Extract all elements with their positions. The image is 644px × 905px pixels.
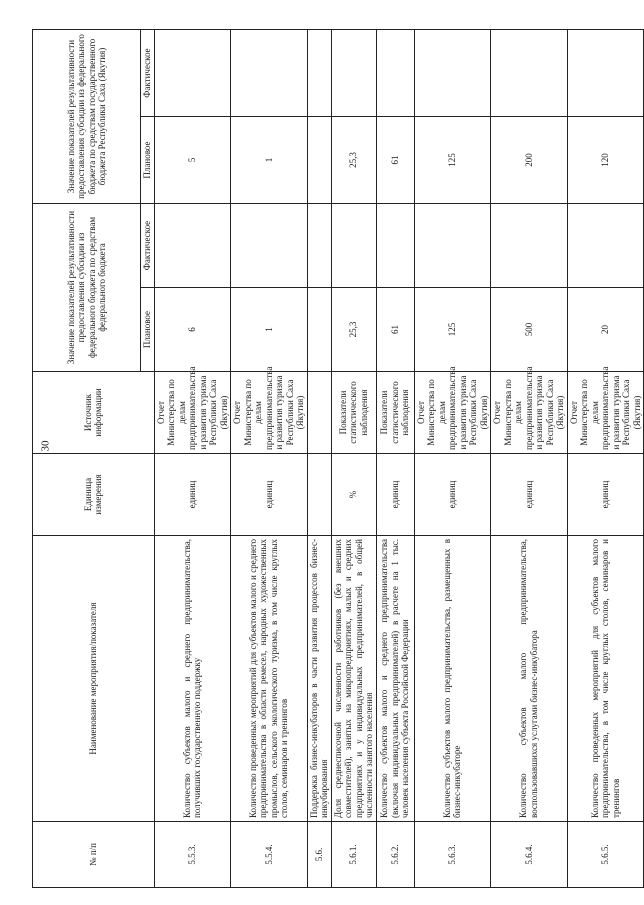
row-source: Отчет Министерства по делам предпринимательства и развития туризма Республики Саха (Якутия) <box>154 372 231 454</box>
header-fed-actual: Фактическое <box>141 204 155 288</box>
header-fed-planned: Плановое <box>141 288 155 372</box>
row-rs-planned: 200 <box>491 117 568 204</box>
row-unit: единиц <box>414 454 491 536</box>
row-unit: единиц <box>154 454 231 536</box>
header-name: Наименование мероприятия/показателя <box>33 536 155 822</box>
header-unit: Единица измерения <box>33 454 155 536</box>
header-rs-planned: Плановое <box>141 117 155 204</box>
row-source: Отчет Министерства по делам предпринимательства и развития туризма Республики Саха (Якутия) <box>567 372 644 454</box>
row-rs-actual <box>307 29 331 116</box>
row-rs-actual <box>154 29 231 116</box>
row-name: Количество проведенных мероприятий для субъектов малого предпринимательства, в том числе круглых столов, семинаров и тренингов <box>567 536 644 822</box>
row-num: 5.5.3. <box>154 822 231 888</box>
row-fed-planned: 125 <box>414 288 491 372</box>
row-source: Показатели статистического наблюдения <box>331 372 376 454</box>
row-fed-actual <box>491 204 568 288</box>
header-num: № п/п <box>33 822 155 888</box>
table-row <box>376 29 414 887</box>
row-fed-actual <box>376 204 414 288</box>
row-fed-planned: 20 <box>567 288 644 372</box>
header-republic-budget: Значение показателей результативности предоставления субсидии из федерального бюджета по средствам государственного бюджета Республики Саха (Якутия) <box>33 29 141 203</box>
table-row <box>331 29 376 887</box>
row-fed-actual <box>231 204 308 288</box>
table-row <box>567 29 644 887</box>
row-source: Отчет Министерства по делам предпринимательства и развития туризма Республики Саха (Якутия) <box>491 372 568 454</box>
table-row <box>154 29 231 887</box>
row-unit <box>307 454 331 536</box>
rotated-table-container <box>32 30 642 888</box>
indicators-table <box>32 29 644 888</box>
row-unit: единиц <box>376 454 414 536</box>
row-fed-planned: 500 <box>491 288 568 372</box>
row-fed-actual <box>331 204 376 288</box>
row-rs-actual <box>376 29 414 116</box>
row-rs-actual <box>331 29 376 116</box>
row-fed-actual <box>154 204 231 288</box>
header-rs-actual: Фактическое <box>141 29 155 116</box>
row-unit: единиц <box>567 454 644 536</box>
row-rs-actual <box>567 29 644 116</box>
row-source: Показатели статистического наблюдения <box>376 372 414 454</box>
row-rs-planned: 125 <box>414 117 491 204</box>
row-unit: единиц <box>491 454 568 536</box>
row-rs-planned: 5 <box>154 117 231 204</box>
page-number: 30 <box>39 440 52 452</box>
row-name: Поддержка бизнес-инкубаторов в части развития процессов бизнес-инкубирования <box>307 536 331 822</box>
row-rs-planned <box>307 117 331 204</box>
row-fed-planned <box>307 288 331 372</box>
row-num: 5.6.5. <box>567 822 644 888</box>
row-rs-planned: 25,3 <box>331 117 376 204</box>
row-fed-actual <box>307 204 331 288</box>
row-source: Отчет Министерства по делам предпринимательства и развития туризма Республики Саха (Якутия) <box>231 372 308 454</box>
row-rs-actual <box>231 29 308 116</box>
table-row <box>231 29 308 887</box>
row-num: 5.6.4. <box>491 822 568 888</box>
table-row <box>414 29 491 887</box>
header-federal-budget: Значение показателей результативности предоставления субсидии из федерального бюджета по средствам федерального бюджета <box>33 204 141 372</box>
row-num: 5.6.2. <box>376 822 414 888</box>
row-num: 5.6. <box>307 822 331 888</box>
row-fed-planned: 6 <box>154 288 231 372</box>
row-fed-planned: 61 <box>376 288 414 372</box>
row-num: 5.6.1. <box>331 822 376 888</box>
table-row <box>491 29 568 887</box>
row-rs-actual <box>414 29 491 116</box>
row-fed-actual <box>567 204 644 288</box>
row-name: Количество субъектов малого предпринимательства, размещенных в бизнес-инкубаторе <box>414 536 491 822</box>
row-unit: % <box>331 454 376 536</box>
row-name: Количество проведенных мероприятий для субъектов малого и среднего предпринимательства в области ремесел, народных художественных промыслов, сельского экологического туризма, в том числе круглых столов, семинаров и тренингов <box>231 536 308 822</box>
row-fed-planned: 25,3 <box>331 288 376 372</box>
row-name: Количество субъектов малого и среднего предпринимательства (включая индивидуальных предпринимателей) в расчете на 1 тыс. человек населения субъекта Российской Федерации <box>376 536 414 822</box>
table-row <box>307 29 331 887</box>
row-rs-planned: 1 <box>231 117 308 204</box>
row-num: 5.5.4. <box>231 822 308 888</box>
row-name: Количество субъектов малого и среднего предпринимательства, получивших государственную поддержку <box>154 536 231 822</box>
row-rs-planned: 61 <box>376 117 414 204</box>
row-name: Доля среднесписочной численности работников (без внешних совместителей), занятых на микропредприятиях, малых и средних предприятиях и у индивидуальных предпринимателей, в общей численности занятого населения <box>331 536 376 822</box>
row-source <box>307 372 331 454</box>
row-fed-planned: 1 <box>231 288 308 372</box>
row-rs-actual <box>491 29 568 116</box>
row-source: Отчет Министерства по делам предпринимательства и развития туризма Республики Саха (Якутия) <box>414 372 491 454</box>
row-fed-actual <box>414 204 491 288</box>
header-source: Источник информации <box>33 372 155 454</box>
row-name: Количество субъектов малого предпринимательства, воспользовавшихся услугами бизнес-инкубатора <box>491 536 568 822</box>
row-num: 5.6.3. <box>414 822 491 888</box>
row-unit: единиц <box>231 454 308 536</box>
row-rs-planned: 120 <box>567 117 644 204</box>
